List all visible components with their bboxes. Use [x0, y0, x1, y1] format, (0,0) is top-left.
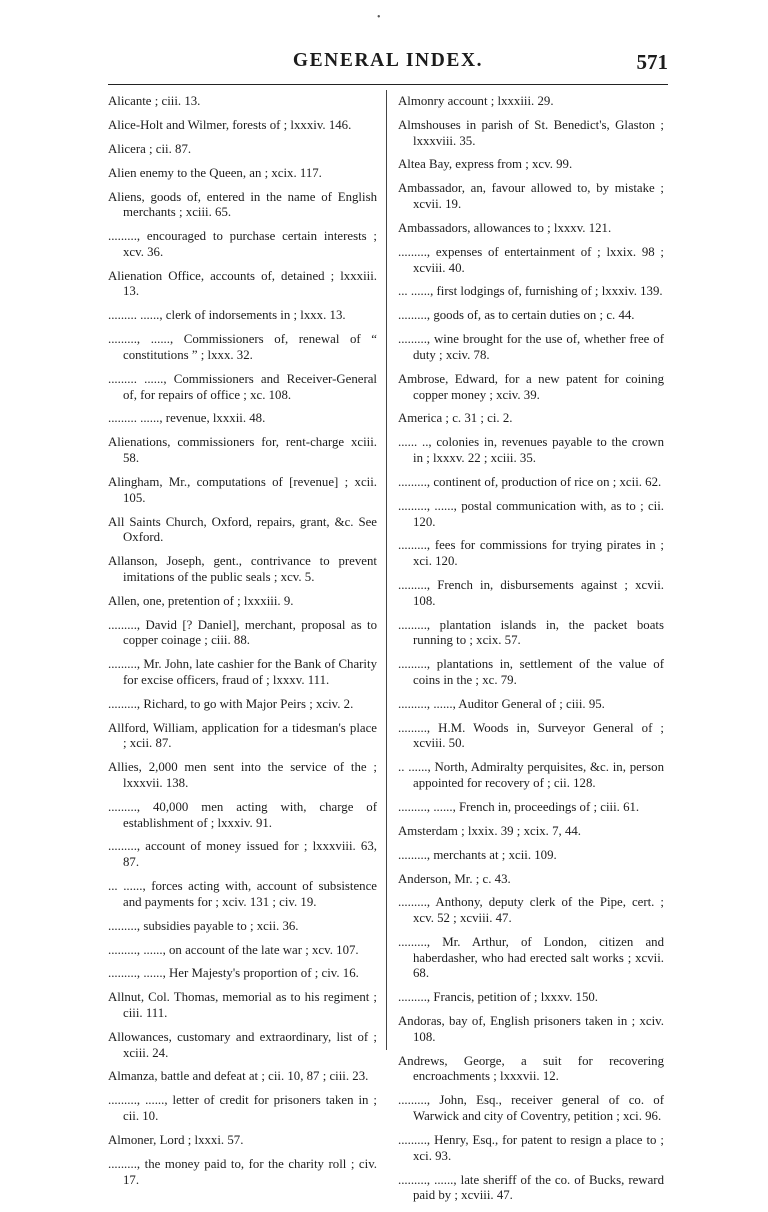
index-entry: .. ......, North, Admiralty perquisites, &c. in, person appointed for recovery of ; cii. 128. — [398, 760, 664, 790]
column-divider — [386, 90, 387, 1050]
index-entry: ........., ......, postal communication with, as to ; cii. 120. — [398, 498, 664, 529]
index-entry: Allnut, Col. Thomas, memorial as to his regiment ; ciii. 111. — [108, 990, 377, 1020]
index-entry: ........., Mr. Arthur, of London, citizen and haberdasher, who had erected salt works ; xcvii. 68. — [398, 935, 664, 981]
index-entry: ........., ......, letter of credit for prisoners taken in ; cii. 10. — [108, 1093, 377, 1124]
index-entry: ......... ......, Commissioners and Receiver-General of, for repairs of office ; xc. 108. — [108, 371, 377, 402]
right-column — [398, 94, 664, 1212]
index-entry: ........., expenses of entertainment of ; lxxix. 98 ; xcviii. 40. — [398, 244, 664, 275]
index-entry: Alicera ; cii. 87. — [108, 141, 192, 156]
left-column — [108, 94, 377, 1196]
index-entry: ........., ......, on account of the late war ; xcv. 107. — [108, 942, 359, 957]
index-entry: ........., H.M. Woods in, Surveyor General of ; xcviii. 50. — [398, 720, 664, 751]
index-entry: ........., Anthony, deputy clerk of the Pipe, cert. ; xcv. 52 ; xcviii. 47. — [398, 895, 664, 926]
index-entry: Almshouses in parish of St. Benedict's, Glaston ; lxxxviii. 35. — [398, 117, 664, 148]
header-rule — [108, 84, 668, 85]
index-entry: Alienations, commissioners for, rent-charge xciii. 58. — [108, 435, 377, 466]
index-entry: Ambrose, Edward, for a new patent for coining copper money ; xciv. 39. — [398, 371, 664, 402]
page-number: 571 — [636, 50, 668, 74]
index-entry: All Saints Church, Oxford, repairs, grant, &c. See Oxford. — [108, 514, 377, 545]
index-entry: ........., goods of, as to certain duties on ; c. 44. — [398, 308, 635, 323]
index-entry: ........., ......, Her Majesty's proportion of ; civ. 16. — [108, 966, 359, 981]
index-entry: Alice-Holt and Wilmer, forests of ; lxxxiv. 146. — [108, 117, 352, 132]
index-entry: ........., 40,000 men acting with, charge of establishment of ; lxxxiv. 91. — [108, 799, 377, 830]
index-entry: Alingham, Mr., computations of [revenue] ; xcii. 105. — [108, 474, 377, 505]
page-title: GENERAL INDEX. — [292, 50, 484, 71]
index-entry: ........., encouraged to purchase certain interests ; xcv. 36. — [108, 229, 377, 259]
index-entry: ........., plantations in, settlement of the value of coins in the ; xc. 79. — [398, 657, 664, 687]
index-entry: Alienation Office, accounts of, detained ; lxxxiii. 13. — [108, 268, 377, 299]
index-entry: Anderson, Mr. ; c. 43. — [398, 871, 511, 886]
index-entry: Ambassadors, allowances to ; lxxxv. 121. — [398, 220, 612, 235]
print-mark: • — [377, 12, 381, 23]
index-entry: ........., ......, Commissioners of, renewal of “ constitutions ” ; lxxx. 32. — [108, 332, 377, 362]
index-entry: Andrews, George, a suit for recovering encroachments ; lxxxvii. 12. — [398, 1053, 664, 1084]
index-entry: Allen, one, pretention of ; lxxxiii. 9. — [108, 593, 294, 608]
index-entry: Almonry account ; lxxxiii. 29. — [398, 94, 554, 108]
index-entry: Allowances, customary and extraordinary, list of ; xciii. 24. — [108, 1029, 377, 1060]
index-entry: ........., Richard, to go with Major Peirs ; xciv. 2. — [108, 696, 354, 711]
index-entry: Alicante ; ciii. 13. — [108, 94, 201, 108]
index-entry: ........., Francis, petition of ; lxxxv. 150. — [398, 990, 599, 1005]
index-entry: ........., continent of, production of rice on ; xcii. 62. — [398, 474, 662, 489]
index-entry: ........., plantation islands in, the packet boats running to ; xcix. 57. — [398, 617, 664, 648]
index-entry: ... ......, first lodgings of, furnishing of ; lxxxiv. 139. — [398, 284, 663, 299]
index-entry: Andoras, bay of, English prisoners taken in ; xciv. 108. — [398, 1014, 664, 1044]
index-entry: Allanson, Joseph, gent., contrivance to prevent imitations of the public seals ; xcv. 5. — [108, 554, 377, 584]
index-entry: Alien enemy to the Queen, an ; xcix. 117. — [108, 165, 322, 180]
index-entry: Altea Bay, express from ; xcv. 99. — [398, 157, 573, 172]
index-entry: ......... ......, revenue, lxxxii. 48. — [108, 411, 266, 426]
index-entry: Almoner, Lord ; lxxxi. 57. — [108, 1132, 244, 1147]
index-entry: ........., subsidies payable to ; xcii. 36. — [108, 918, 299, 933]
index-entry: ........., Henry, Esq., for patent to resign a place to ; xci. 93. — [398, 1132, 664, 1163]
index-entry: ......... ......, clerk of indorsements in ; lxxx. 13. — [108, 308, 346, 323]
index-entry: ........., the money paid to, for the charity roll ; civ. 17. — [108, 1156, 377, 1187]
index-entry: Ambassador, an, favour allowed to, by mistake ; xcvii. 19. — [398, 181, 664, 212]
index-entry: ... ......, forces acting with, account of subsistence and payments for ; xciv. 131 ; civ. 19. — [108, 879, 377, 909]
index-entry: ........., John, Esq., receiver general of co. of Warwick and city of Coventry, petition ; xci. 96. — [398, 1093, 664, 1124]
page-header — [108, 50, 668, 80]
index-entry: ...... .., colonies in, revenues payable to the crown in ; lxxxv. 22 ; xciii. 35. — [398, 435, 664, 466]
index-entry: ........., merchants at ; xcii. 109. — [398, 847, 557, 862]
index-entry: ........., ......, late sheriff of the co. of Bucks, reward paid by ; xcviii. 47. — [398, 1172, 664, 1203]
index-entry: ........., ......, Auditor General of ; ciii. 95. — [398, 696, 605, 711]
index-entry: ........., account of money issued for ; lxxxviii. 63, 87. — [108, 839, 377, 870]
index-entry: ........., wine brought for the use of, whether free of duty ; xciv. 78. — [398, 332, 664, 362]
index-entry: ........., Mr. John, late cashier for the Bank of Charity for excise officers, fraud of ; lxxxv. 111. — [108, 657, 377, 687]
index-entry: ........., ......, French in, proceedings of ; ciii. 61. — [398, 799, 640, 814]
index-entry: Amsterdam ; lxxix. 39 ; xcix. 7, 44. — [398, 823, 582, 838]
index-entry: Allies, 2,000 men sent into the service of the ; lxxxvii. 138. — [108, 760, 377, 790]
index-entry: Almanza, battle and defeat at ; cii. 10, 87 ; ciii. 23. — [108, 1069, 369, 1084]
index-entry: ........., French in, disbursements against ; xcvii. 108. — [398, 577, 664, 608]
index-entry: Allford, William, application for a tidesman's place ; xcii. 87. — [108, 720, 377, 751]
index-entry: Aliens, goods of, entered in the name of English merchants ; xciii. 65. — [108, 189, 377, 220]
index-entry: ........., David [? Daniel], merchant, proposal as to copper coinage ; ciii. 88. — [108, 617, 377, 648]
index-entry: America ; c. 31 ; ci. 2. — [398, 411, 513, 426]
index-entry: ........., fees for commissions for trying pirates in ; xci. 120. — [398, 538, 664, 569]
